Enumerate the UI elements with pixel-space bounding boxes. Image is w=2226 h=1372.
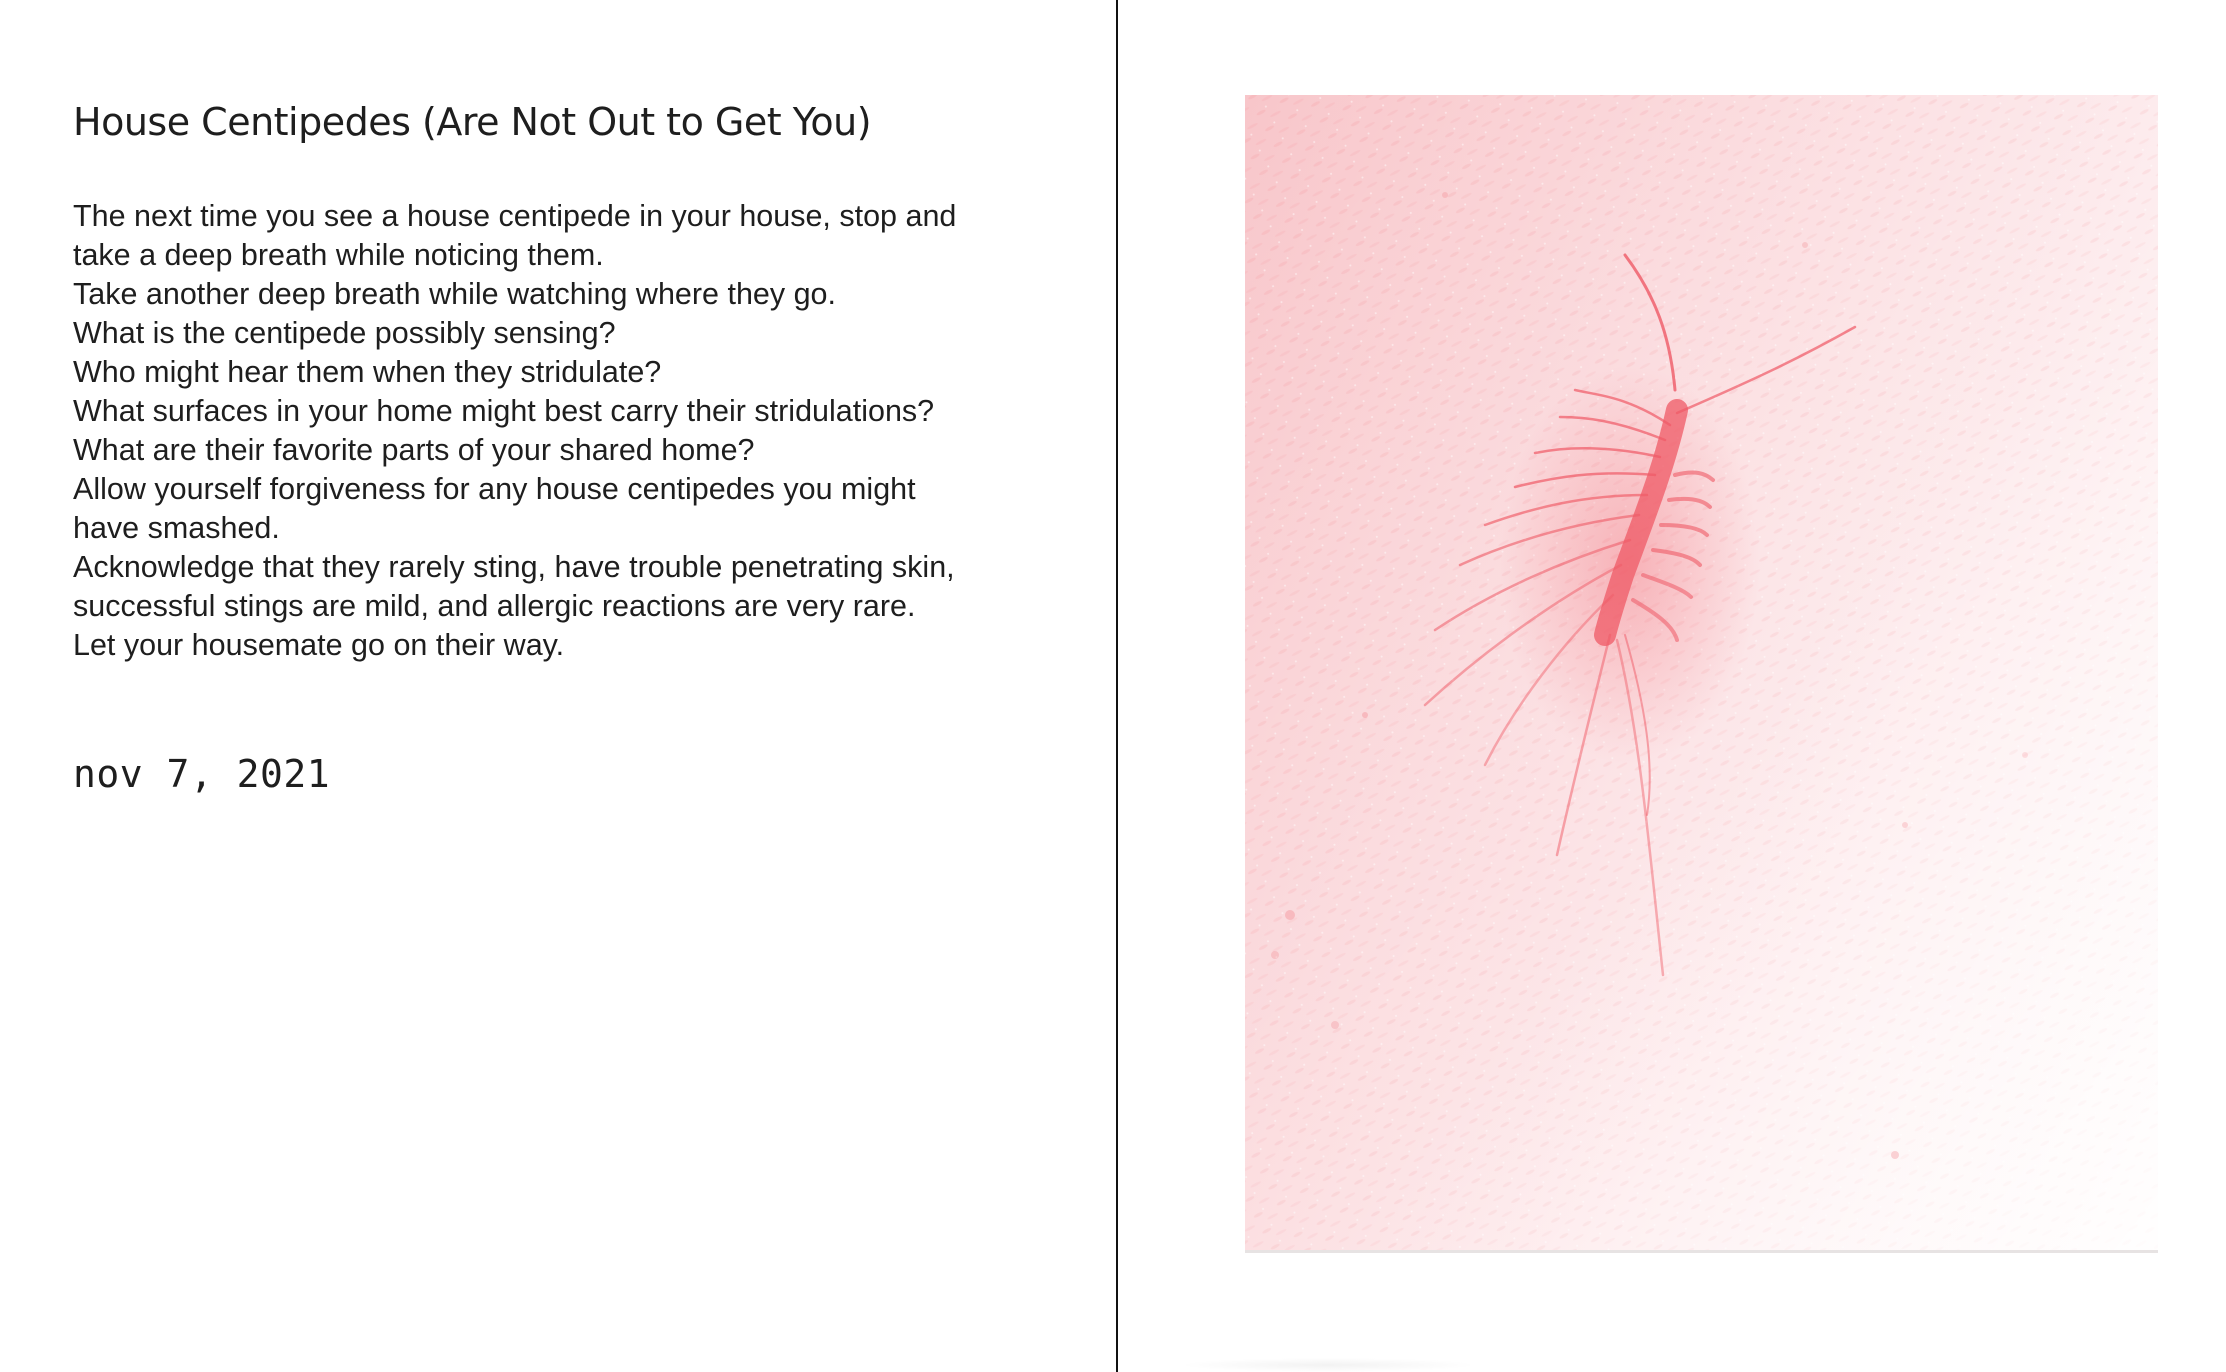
poem-line: What is the centipede possibly sensing? bbox=[73, 316, 616, 350]
poem-line: Allow yourself forgiveness for any house centipedes you might bbox=[73, 472, 916, 506]
poem-line: take a deep breath while noticing them. bbox=[73, 238, 604, 272]
poem-date: nov 7, 2021 bbox=[73, 752, 331, 796]
centipede-photo bbox=[1245, 95, 2158, 1253]
poem-title: House Centipedes (Are Not Out to Get You) bbox=[73, 100, 872, 144]
poem-line: The next time you see a house centipede in your house, stop and bbox=[73, 199, 957, 233]
poem-line: Let your housemate go on their way. bbox=[73, 628, 565, 662]
poem-line: have smashed. bbox=[73, 511, 280, 545]
poem-line: Take another deep breath while watching where they go. bbox=[73, 277, 836, 311]
poem-line: Who might hear them when they stridulate? bbox=[73, 355, 662, 389]
shadow-fade bbox=[1178, 1358, 1478, 1372]
poem-line: successful stings are mild, and allergic reactions are very rare. bbox=[73, 589, 916, 623]
centipede-illustration bbox=[1245, 95, 2158, 1250]
poem-body bbox=[73, 197, 1053, 665]
poem-line: What are their favorite parts of your shared home? bbox=[73, 433, 755, 467]
poem-line: Acknowledge that they rarely sting, have trouble penetrating skin, bbox=[73, 550, 955, 584]
image-panel bbox=[1118, 0, 2226, 1372]
poem-line: What surfaces in your home might best carry their stridulations? bbox=[73, 394, 935, 428]
